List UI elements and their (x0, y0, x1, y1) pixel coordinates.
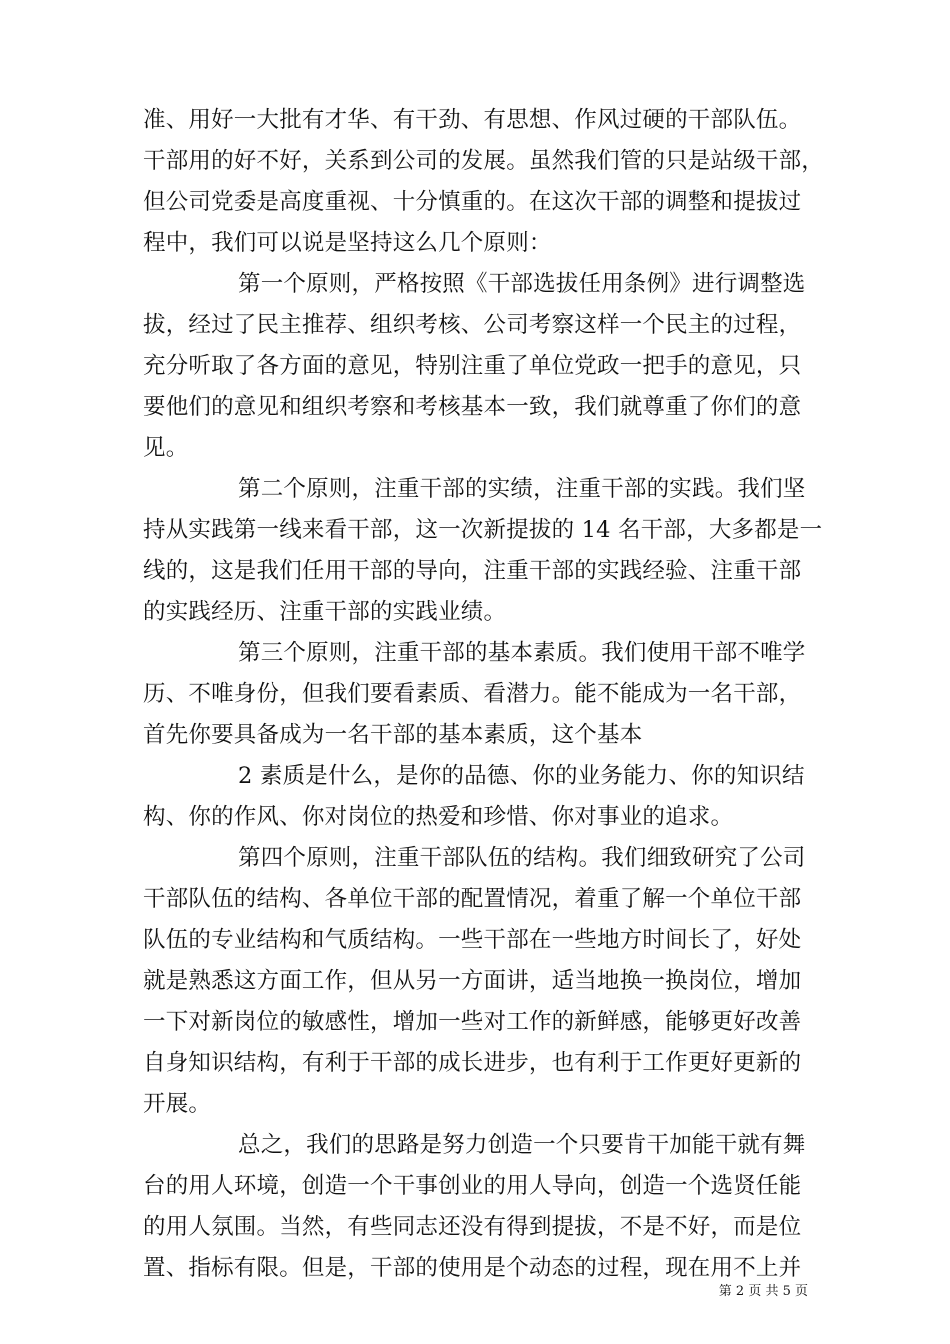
text-line: 但公司党委是高度重视、十分慎重的。在这次干部的调整和提拔过 (143, 189, 802, 215)
page-footer: 第 2 页 共 5 页 (718, 1284, 808, 1299)
text-line: 充分听取了各方面的意见，特别注重了单位党政一把手的意见，只 (143, 353, 802, 379)
body-text (143, 100, 825, 1289)
text-line: 线的，这是我们任用干部的导向，注重干部的实践经验、注重干部 (143, 558, 802, 584)
text-line: 队伍的专业结构和气质结构。一些干部在一些地方时间长了，好处 (143, 927, 802, 953)
text-line: 构、你的作风、你对岗位的热爱和珍惜、你对事业的追求。 (143, 804, 734, 830)
text-line: 第三个原则，注重干部的基本素质。我们使用干部不唯学 (238, 640, 806, 666)
text-line: 第二个原则，注重干部的实绩，注重干部的实践。我们坚 (238, 476, 806, 502)
text-line: 首先你要具备成为一名干部的基本素质，这个基本 (143, 722, 643, 748)
text-line: 就是熟悉这方面工作，但从另一方面讲，适当地换一换岗位，增加 (143, 968, 802, 994)
text-line: 开展。 (143, 1091, 212, 1117)
text-line: 程中，我们可以说是坚持这么几个原则： (143, 230, 552, 256)
text-line: 第一个原则，严格按照《干部选拔任用条例》进行调整选 (238, 271, 806, 297)
text-line: 的实践经历、注重干部的实践业绩。 (143, 599, 507, 625)
text-line: 历、不唯身份，但我们要看素质、看潜力。能不能成为一名干部， (143, 681, 802, 707)
text-line: 总之，我们的思路是努力创造一个只要肯干加能干就有舞 (238, 1132, 806, 1158)
text-line: 自身知识结构，有利于干部的成长进步，也有利于工作更好更新的 (143, 1050, 802, 1076)
text-line: 一下对新岗位的敏感性，增加一些对工作的新鲜感，能够更好改善 (143, 1009, 802, 1035)
text-line: 拔，经过了民主推荐、组织考核、公司考察这样一个民主的过程， (143, 312, 802, 338)
text-line: 持从实践第一线来看干部，这一次新提拔的 14 名干部，大多都是一 (143, 517, 823, 543)
text-line: 准、用好一大批有才华、有干劲、有思想、作风过硬的干部队伍。 (143, 107, 802, 133)
text-line: 置、指标有限。但是，干部的使用是个动态的过程，现在用不上并 (143, 1255, 802, 1281)
text-line: 2 素质是什么，是你的品德、你的业务能力、你的知识结 (238, 763, 805, 789)
text-line: 要他们的意见和组织考察和考核基本一致，我们就尊重了你们的意 (143, 394, 802, 420)
text-line: 见。 (143, 435, 189, 461)
text-line: 台的用人环境，创造一个干事创业的用人导向，创造一个选贤任能 (143, 1173, 802, 1199)
text-line: 第四个原则，注重干部队伍的结构。我们细致研究了公司 (238, 845, 806, 871)
text-line: 干部用的好不好，关系到公司的发展。虽然我们管的只是站级干部， (143, 148, 825, 174)
text-line: 干部队伍的结构、各单位干部的配置情况，着重了解一个单位干部 (143, 886, 802, 912)
text-line: 的用人氛围。当然，有些同志还没有得到提拔，不是不好，而是位 (143, 1214, 802, 1240)
